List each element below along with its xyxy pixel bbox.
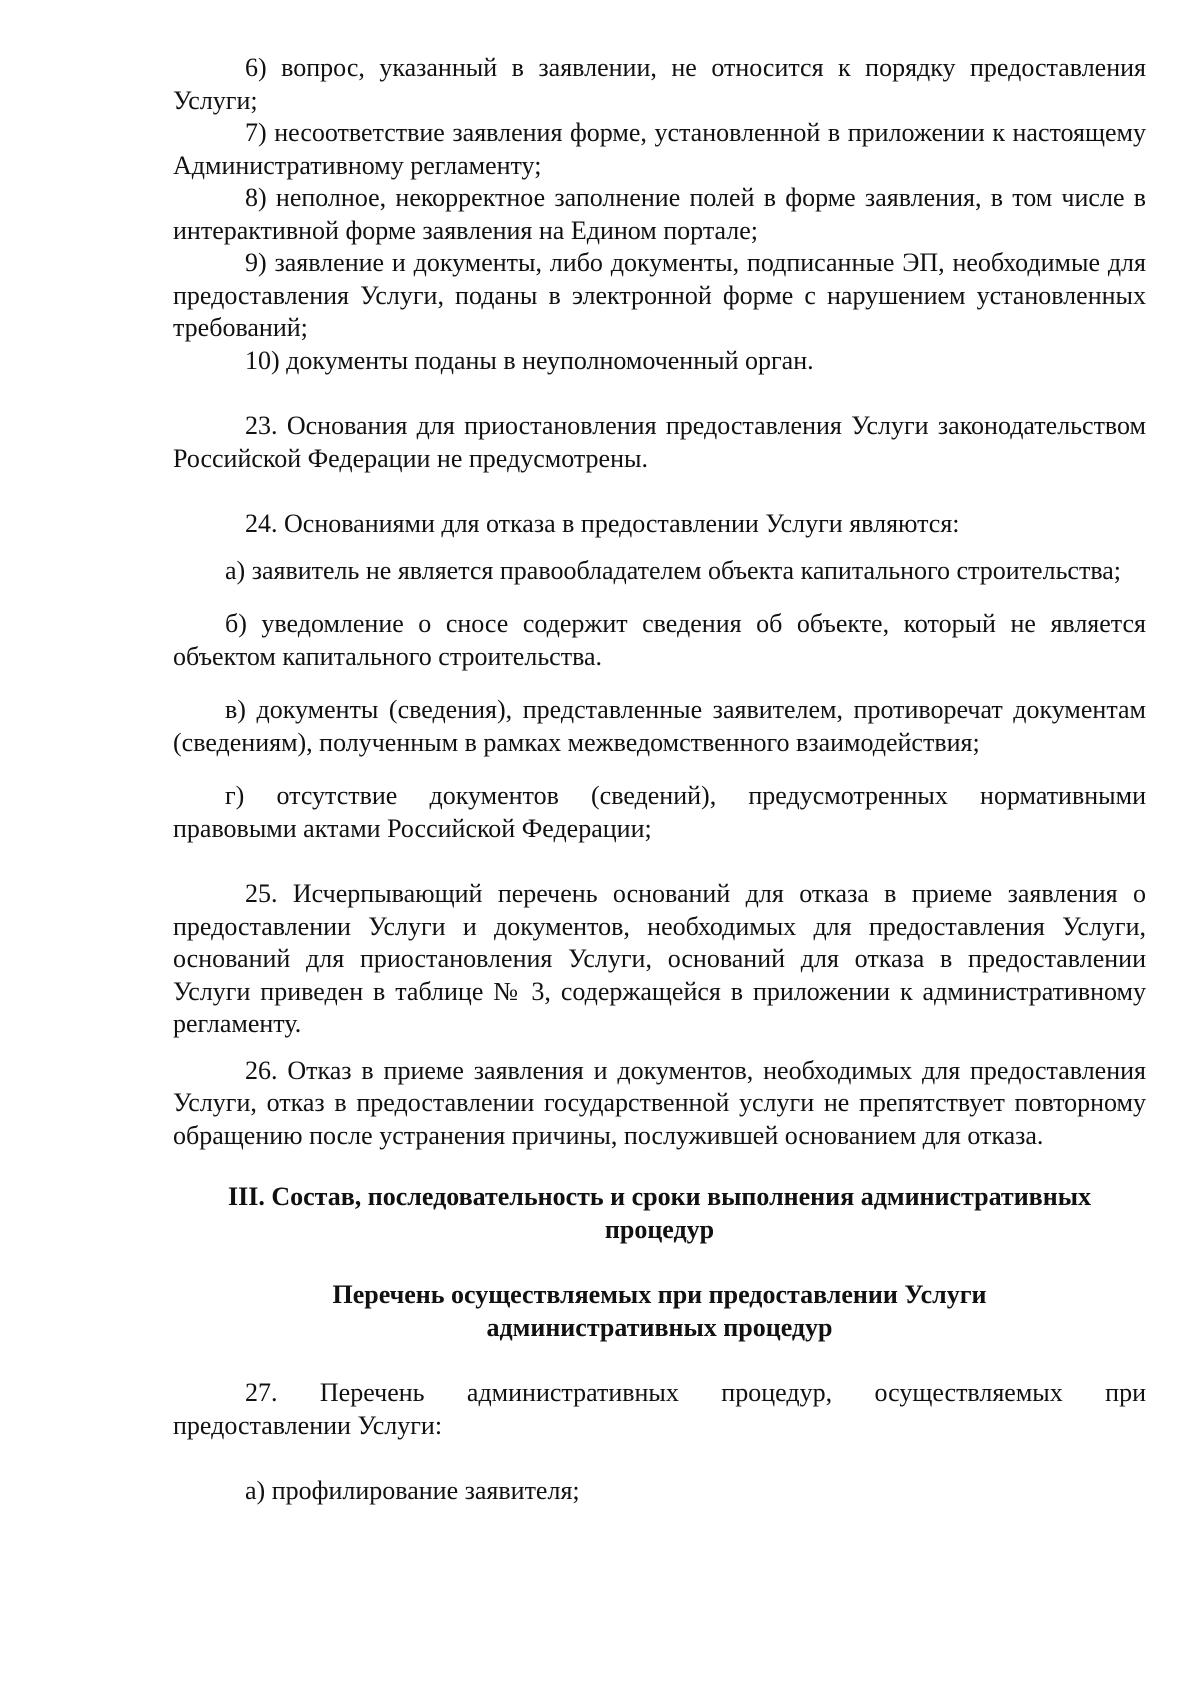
- list-item-6: 6) вопрос, указанный в заявлении, не относится к порядку предоставления Услуги;: [173, 53, 1146, 115]
- paragraph-26: 26. Отказ в приеме заявления и документов, необходимых для предоставления Услуги, отказ в предоставлении государственной услуги не препятствует повторному обращению после устранения причины, послужившей основанием для отказа.: [173, 1055, 1146, 1150]
- list-item-9: 9) заявление и документы, либо документы, подписанные ЭП, необходимые для предоставления Услуги, поданы в электронной форме с нарушением установленных требований;: [173, 248, 1146, 342]
- paragraph-23: 23. Основания для приостановления предоставления Услуги законодательством Российской Федерации не предусмотрены.: [173, 411, 1146, 473]
- document-page: [173, 52, 1146, 1508]
- paragraph-24: 24. Основаниями для отказа в предоставлении Услуги являются:: [245, 509, 960, 538]
- paragraph-27: 27. Перечень административных процедур, осуществляемых при предоставлении Услуги:: [173, 1378, 1146, 1440]
- refusal-ground-a: а) заявитель не является правообладателем объекта капитального строительства;: [225, 555, 1122, 585]
- section-subheading: Перечень осуществляемых при предоставлении Услуги административных процедур: [332, 1280, 987, 1342]
- refusal-ground-d: г) отсутствие документов (сведений), предусмотренных нормативными правовыми актами Российской Федерации;: [173, 781, 1146, 843]
- list-item-7: 7) несоответствие заявления форме, установленной в приложении к настоящему Административному регламенту;: [173, 118, 1146, 180]
- section-heading: III. Состав, последовательность и сроки выполнения административных процедур: [227, 1182, 1091, 1244]
- refusal-ground-b: б) уведомление о сносе содержит сведения об объекте, который не является объектом капитального строительства.: [173, 609, 1146, 671]
- paragraph-25: 25. Исчерпывающий перечень оснований для отказа в приеме заявления о предоставлении Услуги и документов, необходимых для предоставления Услуги, оснований для приостановления Услуги, оснований для отказа в предоставлении Услуги приведен в таблице № 3, содержащейся в приложении к административному регламенту.: [173, 879, 1146, 1038]
- list-item-8: 8) неполное, некорректное заполнение полей в форме заявления, в том числе в интерактивной форме заявления на Едином портале;: [173, 183, 1146, 245]
- list-item-10: 10) документы поданы в неуполномоченный орган.: [245, 345, 814, 375]
- procedure-item-a: а) профилирование заявителя;: [245, 1476, 580, 1505]
- refusal-ground-c: в) документы (сведения), представленные заявителем, противоречат документам (сведениям), полученным в рамках межведомственного взаимодействия;: [173, 695, 1146, 757]
